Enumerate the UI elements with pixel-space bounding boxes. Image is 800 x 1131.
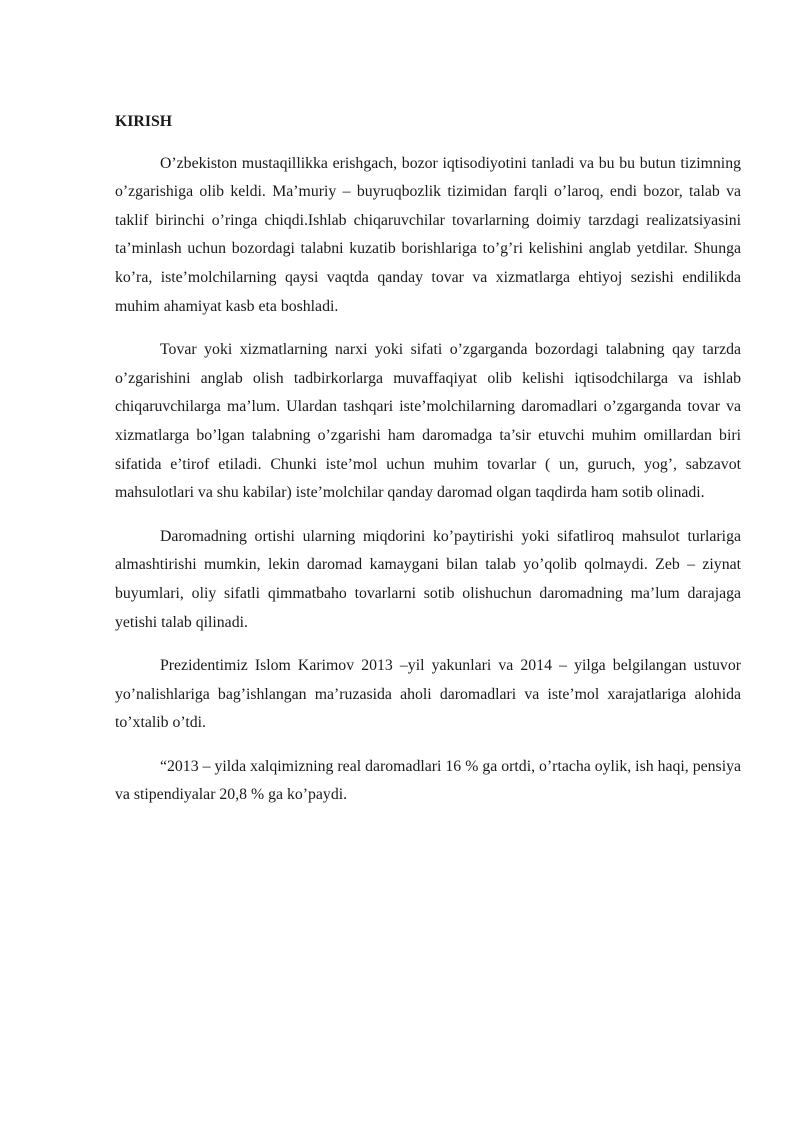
paragraph-3: Daromadning ortishi ularning miqdorini ko’paytirishi yoki sifatliroq mahsulot turlariga almashtirishi mumkin, lekin daromad kamaygani bilan talab yo’qolib qolmaydi. Zeb – ziynat buyumlari, oliy sifatli qimmatbaho tovarlarni sotib olishuchun daromadning ma’lum darajaga yetishi talab qilinadi.	[115, 527, 741, 631]
paragraph-1: O’zbekiston mustaqillikka erishgach, bozor iqtisodiyotini tanladi va bu bu butun tizimning o’zgarishiga olib keldi. Ma’muriy – buyruqbozlik tizimidan farqli o’laroq, endi bozor, talab va taklif birinchi o’ringa chiqdi.Ishlab chiqaruvchilar tovarlarning doimiy tarzdagi realizatsiyasini ta’minlash uchun bozordagi talabni kuzatib borishlariga to’g’ri kelishini anglab yetdilar. Shunga ko’ra, iste’molchilarning qaysi vaqtda qanday tovar va xizmatlarga ehtiyoj sezishi endilikda muhim ahamiyat kasb eta boshladi.	[115, 154, 741, 315]
paragraph-5: “2013 – yilda xalqimizning real daromadlari 16 % ga ortdi, o’rtacha oylik, ish haqi, pensiya va stipendiyalar 20,8 % ga ko’paydi.	[115, 757, 741, 804]
document-body	[115, 108, 741, 825]
paragraph-4: Prezidentimiz Islom Karimov 2013 –yil yakunlari va 2014 – yilga belgilangan ustuvor yo’nalishlariga bag’ishlangan ma’ruzasida aholi daromadlari va iste’mol xarajatlariga alohida to’xtalib o’tdi.	[115, 657, 741, 732]
paragraph-2: Tovar yoki xizmatlarning narxi yoki sifati o’zgarganda bozordagi talabning qay tarzda o’zgarishini anglab olish tadbirkorlarga muvaffaqiyat olib kelishi iqtisodchilarga va ishlab chiqaruvchilarga ma’lum. Ulardan tashqari iste’molchilarning daromadlari o’zgarganda tovar va xizmatlarga bo’lgan talabning o’zgarishi ham daromadga ta’sir etuvchi muhim omillardan biri sifatida e’tirof etiladi. Chunki iste’mol uchun muhim tovarlar ( un, guruch, yog’, sabzavot mahsulotlari va shu kabilar) iste’molchilar qanday daromad olgan taqdirda ham sotib olinadi.	[115, 341, 741, 502]
section-heading: KIRISH	[115, 113, 173, 130]
